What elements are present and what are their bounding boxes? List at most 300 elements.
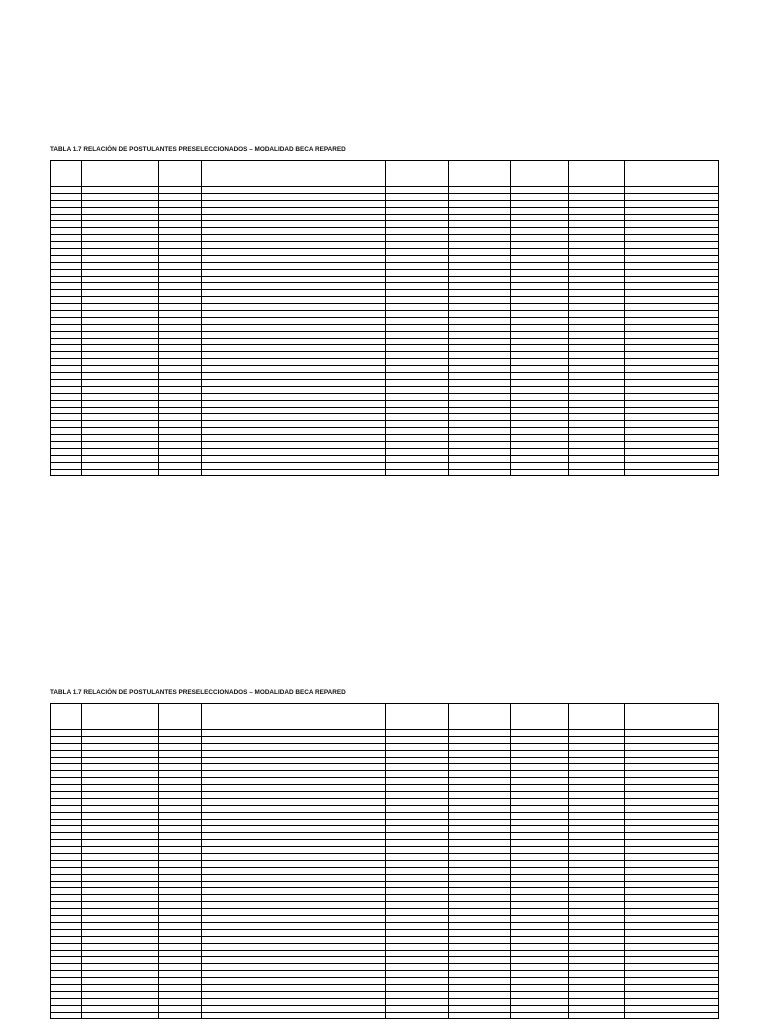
table-cell [159, 929, 202, 936]
table-cell [569, 324, 625, 331]
table-cell [82, 1005, 159, 1012]
table-cell [449, 462, 511, 469]
table-cell [82, 338, 159, 345]
table-row [51, 407, 719, 414]
table-cell [202, 242, 386, 249]
table-cell [511, 400, 569, 407]
table-row [51, 998, 719, 1005]
table-row [51, 311, 719, 318]
table-cell [625, 428, 719, 435]
table-cell [625, 242, 719, 249]
table-cell [625, 860, 719, 867]
table-cell [159, 704, 202, 730]
table-cell [82, 833, 159, 840]
table-cell [202, 441, 386, 448]
table-cell [625, 778, 719, 785]
table-cell [202, 792, 386, 799]
table-cell [82, 854, 159, 861]
table-cell [511, 750, 569, 757]
table-cell [511, 805, 569, 812]
table-cell [449, 792, 511, 799]
table-cell [202, 771, 386, 778]
table-cell [51, 902, 82, 909]
table-cell [386, 448, 449, 455]
table-cell [51, 812, 82, 819]
table-cell [569, 984, 625, 991]
table-cell [159, 262, 202, 269]
table-row [51, 785, 719, 792]
table-row [51, 379, 719, 386]
table-cell [82, 771, 159, 778]
table-row [51, 888, 719, 895]
table-cell [82, 991, 159, 998]
table-cell [386, 950, 449, 957]
table-cell [82, 317, 159, 324]
table-cell [82, 311, 159, 318]
table-cell [449, 441, 511, 448]
table-cell [51, 200, 82, 207]
table-cell [511, 792, 569, 799]
table-cell [202, 324, 386, 331]
table-cell [569, 1005, 625, 1012]
table-cell [449, 262, 511, 269]
table-cell [511, 826, 569, 833]
table-cell [51, 255, 82, 262]
table-cell [51, 991, 82, 998]
table-cell [202, 338, 386, 345]
table-cell [51, 249, 82, 256]
table-cell [569, 1012, 625, 1019]
table-cell [159, 957, 202, 964]
table-cell [449, 414, 511, 421]
table-cell [625, 359, 719, 366]
table-cell [82, 860, 159, 867]
table-cell [159, 888, 202, 895]
table-cell [82, 214, 159, 221]
table-cell [51, 290, 82, 297]
table-cell [511, 895, 569, 902]
table-cell [202, 345, 386, 352]
table-header-row [51, 161, 719, 187]
table-cell [449, 393, 511, 400]
table-cell [202, 888, 386, 895]
table-cell [569, 764, 625, 771]
table-cell [449, 214, 511, 221]
table-cell [82, 386, 159, 393]
table-cell [449, 730, 511, 737]
table-cell [82, 235, 159, 242]
table-cell [202, 764, 386, 771]
table-cell [625, 161, 719, 187]
table-cell [82, 400, 159, 407]
table-cell [82, 297, 159, 304]
table-cell [202, 187, 386, 194]
table-row [51, 435, 719, 442]
table-cell [511, 386, 569, 393]
table-cell [159, 902, 202, 909]
table-cell [386, 826, 449, 833]
table-row [51, 881, 719, 888]
table-cell [82, 207, 159, 214]
table-row [51, 971, 719, 978]
table-cell [82, 366, 159, 373]
table-cell [569, 428, 625, 435]
table-cell [386, 860, 449, 867]
table-cell [449, 840, 511, 847]
table-cell [202, 1005, 386, 1012]
table-row [51, 922, 719, 929]
table-cell [386, 881, 449, 888]
table-cell [625, 750, 719, 757]
table-cell [386, 847, 449, 854]
table-cell [82, 929, 159, 936]
table-cell [51, 860, 82, 867]
table-cell [386, 373, 449, 380]
table-cell [82, 161, 159, 187]
table-cell [82, 730, 159, 737]
table-cell [625, 255, 719, 262]
table-cell [625, 235, 719, 242]
table-cell [51, 441, 82, 448]
table-cell [82, 957, 159, 964]
table-cell [159, 297, 202, 304]
table-cell [82, 352, 159, 359]
table-row [51, 874, 719, 881]
table-cell [386, 978, 449, 985]
table-cell [625, 943, 719, 950]
table-cell [51, 455, 82, 462]
table-cell [625, 249, 719, 256]
table-cell [625, 971, 719, 978]
table-row [51, 304, 719, 311]
table-cell [386, 311, 449, 318]
table-cell [202, 736, 386, 743]
table-row [51, 235, 719, 242]
table-cell [159, 909, 202, 916]
table-cell [449, 324, 511, 331]
table-cell [159, 812, 202, 819]
table-cell [449, 359, 511, 366]
table-cell [449, 407, 511, 414]
table-cell [386, 400, 449, 407]
table-cell [159, 317, 202, 324]
table-cell [511, 262, 569, 269]
table-cell [569, 881, 625, 888]
table-row [51, 324, 719, 331]
table-cell [82, 902, 159, 909]
table-cell [569, 338, 625, 345]
table-row [51, 448, 719, 455]
table-cell [569, 922, 625, 929]
table-cell [625, 736, 719, 743]
table-cell [511, 950, 569, 957]
table-cell [511, 881, 569, 888]
table-cell [511, 214, 569, 221]
table-cell [625, 950, 719, 957]
table-cell [625, 805, 719, 812]
table-cell [625, 297, 719, 304]
table-cell [449, 366, 511, 373]
table-cell [159, 922, 202, 929]
table-cell [51, 909, 82, 916]
table-cell [51, 798, 82, 805]
table-row [51, 826, 719, 833]
table-cell [569, 957, 625, 964]
table-cell [449, 428, 511, 435]
table-cell [159, 242, 202, 249]
table-cell [386, 998, 449, 1005]
table-row [51, 187, 719, 194]
table-cell [202, 991, 386, 998]
table-cell [202, 283, 386, 290]
table-cell [625, 400, 719, 407]
table-cell [569, 943, 625, 950]
table-cell [202, 161, 386, 187]
table-cell [51, 276, 82, 283]
table-cell [202, 214, 386, 221]
table-cell [82, 881, 159, 888]
table-cell [625, 874, 719, 881]
table-cell [449, 193, 511, 200]
table-cell [569, 187, 625, 194]
table-cell [386, 393, 449, 400]
table-cell [449, 991, 511, 998]
table-cell [51, 978, 82, 985]
table-cell [449, 187, 511, 194]
table-cell [82, 269, 159, 276]
table-cell [625, 200, 719, 207]
table-cell [511, 936, 569, 943]
table-cell [386, 991, 449, 998]
table-row [51, 228, 719, 235]
table-cell [386, 407, 449, 414]
table-cell [51, 359, 82, 366]
table-cell [159, 221, 202, 228]
table-cell [511, 469, 569, 476]
table-cell [569, 345, 625, 352]
table-cell [51, 874, 82, 881]
table-cell [569, 805, 625, 812]
table-cell [511, 255, 569, 262]
table-cell [159, 750, 202, 757]
table-cell [511, 455, 569, 462]
table-cell [51, 847, 82, 854]
table-cell [511, 704, 569, 730]
table-row [51, 428, 719, 435]
table-cell [449, 826, 511, 833]
table-cell [159, 448, 202, 455]
table-cell [51, 386, 82, 393]
table-cell [51, 826, 82, 833]
table-row [51, 393, 719, 400]
table-cell [82, 448, 159, 455]
table-cell [386, 242, 449, 249]
table-cell [625, 269, 719, 276]
table-cell [569, 909, 625, 916]
table-cell [511, 771, 569, 778]
table-cell [511, 929, 569, 936]
table-cell [386, 704, 449, 730]
table-cell [511, 249, 569, 256]
table-cell [202, 757, 386, 764]
table-cell [82, 428, 159, 435]
table-cell [386, 833, 449, 840]
table-cell [202, 249, 386, 256]
table-cell [569, 317, 625, 324]
table-cell [625, 922, 719, 929]
table-cell [625, 826, 719, 833]
table-cell [159, 991, 202, 998]
table-cell [625, 978, 719, 985]
table-row [51, 193, 719, 200]
table-cell [386, 757, 449, 764]
table-cell [625, 441, 719, 448]
table-cell [202, 916, 386, 923]
table-cell [449, 943, 511, 950]
table-cell [449, 704, 511, 730]
table-cell [51, 283, 82, 290]
table-cell [386, 269, 449, 276]
table-cell [202, 262, 386, 269]
table-cell [511, 331, 569, 338]
table-cell [51, 854, 82, 861]
table-cell [386, 214, 449, 221]
table-cell [202, 785, 386, 792]
table-cell [569, 242, 625, 249]
table-cell [51, 964, 82, 971]
table-cell [625, 379, 719, 386]
table-cell [386, 386, 449, 393]
table-cell [82, 441, 159, 448]
table-cell [159, 971, 202, 978]
table-cell [202, 867, 386, 874]
preselected-applicants-table [50, 703, 719, 1019]
table-cell [625, 771, 719, 778]
table-cell [569, 228, 625, 235]
table-cell [51, 778, 82, 785]
table-cell [569, 743, 625, 750]
table-cell [51, 407, 82, 414]
table-cell [202, 255, 386, 262]
table-cell [569, 469, 625, 476]
table-cell [511, 971, 569, 978]
table-cell [449, 235, 511, 242]
table-cell [159, 379, 202, 386]
table-cell [386, 936, 449, 943]
table-cell [386, 228, 449, 235]
table-caption: TABLA 1.7 RELACIÓN DE POSTULANTES PRESELECCIONADOS – MODALIDAD BECA REPARED [50, 146, 346, 153]
table-cell [386, 730, 449, 737]
table-cell [569, 771, 625, 778]
table-cell [569, 964, 625, 971]
table-cell [449, 881, 511, 888]
table-cell [569, 778, 625, 785]
table-cell [625, 373, 719, 380]
table-cell [625, 764, 719, 771]
table-cell [569, 902, 625, 909]
table-cell [51, 922, 82, 929]
table-cell [569, 297, 625, 304]
table-row [51, 895, 719, 902]
table-cell [51, 214, 82, 221]
table-cell [51, 895, 82, 902]
table-cell [569, 950, 625, 957]
table-cell [82, 249, 159, 256]
table-cell [449, 964, 511, 971]
table-cell [202, 881, 386, 888]
table-cell [569, 414, 625, 421]
table-cell [386, 421, 449, 428]
table-cell [51, 971, 82, 978]
table-cell [449, 161, 511, 187]
table-cell [511, 161, 569, 187]
table-cell [386, 916, 449, 923]
table-cell [159, 785, 202, 792]
table-cell [511, 297, 569, 304]
table-cell [159, 407, 202, 414]
table-cell [511, 1005, 569, 1012]
table-cell [159, 1005, 202, 1012]
table-cell [202, 193, 386, 200]
table-cell [511, 352, 569, 359]
table-cell [449, 435, 511, 442]
table-cell [511, 819, 569, 826]
table-cell [449, 249, 511, 256]
table-cell [159, 324, 202, 331]
table-cell [625, 462, 719, 469]
table-cell [202, 359, 386, 366]
table-cell [449, 847, 511, 854]
table-cell [159, 874, 202, 881]
table-cell [202, 778, 386, 785]
table-row [51, 338, 719, 345]
table-cell [82, 916, 159, 923]
table-cell [82, 455, 159, 462]
table-cell [569, 435, 625, 442]
table-cell [449, 345, 511, 352]
table-row [51, 736, 719, 743]
table-cell [449, 874, 511, 881]
table-cell [386, 304, 449, 311]
table-cell [202, 978, 386, 985]
table-cell [625, 895, 719, 902]
table-cell [386, 812, 449, 819]
table-cell [51, 833, 82, 840]
table-cell [511, 235, 569, 242]
table-cell [511, 393, 569, 400]
table-cell [449, 984, 511, 991]
table-cell [386, 428, 449, 435]
table-cell [51, 242, 82, 249]
table-cell [511, 909, 569, 916]
table-section-1 [50, 146, 718, 476]
table-row [51, 847, 719, 854]
table-cell [625, 407, 719, 414]
table-cell [82, 909, 159, 916]
table-cell [51, 414, 82, 421]
table-cell [202, 221, 386, 228]
table-cell [386, 221, 449, 228]
table-cell [51, 943, 82, 950]
table-cell [386, 909, 449, 916]
table-cell [449, 304, 511, 311]
table-cell [82, 943, 159, 950]
table-cell [569, 785, 625, 792]
table-cell [159, 200, 202, 207]
table-cell [159, 428, 202, 435]
table-cell [202, 400, 386, 407]
table-cell [569, 455, 625, 462]
